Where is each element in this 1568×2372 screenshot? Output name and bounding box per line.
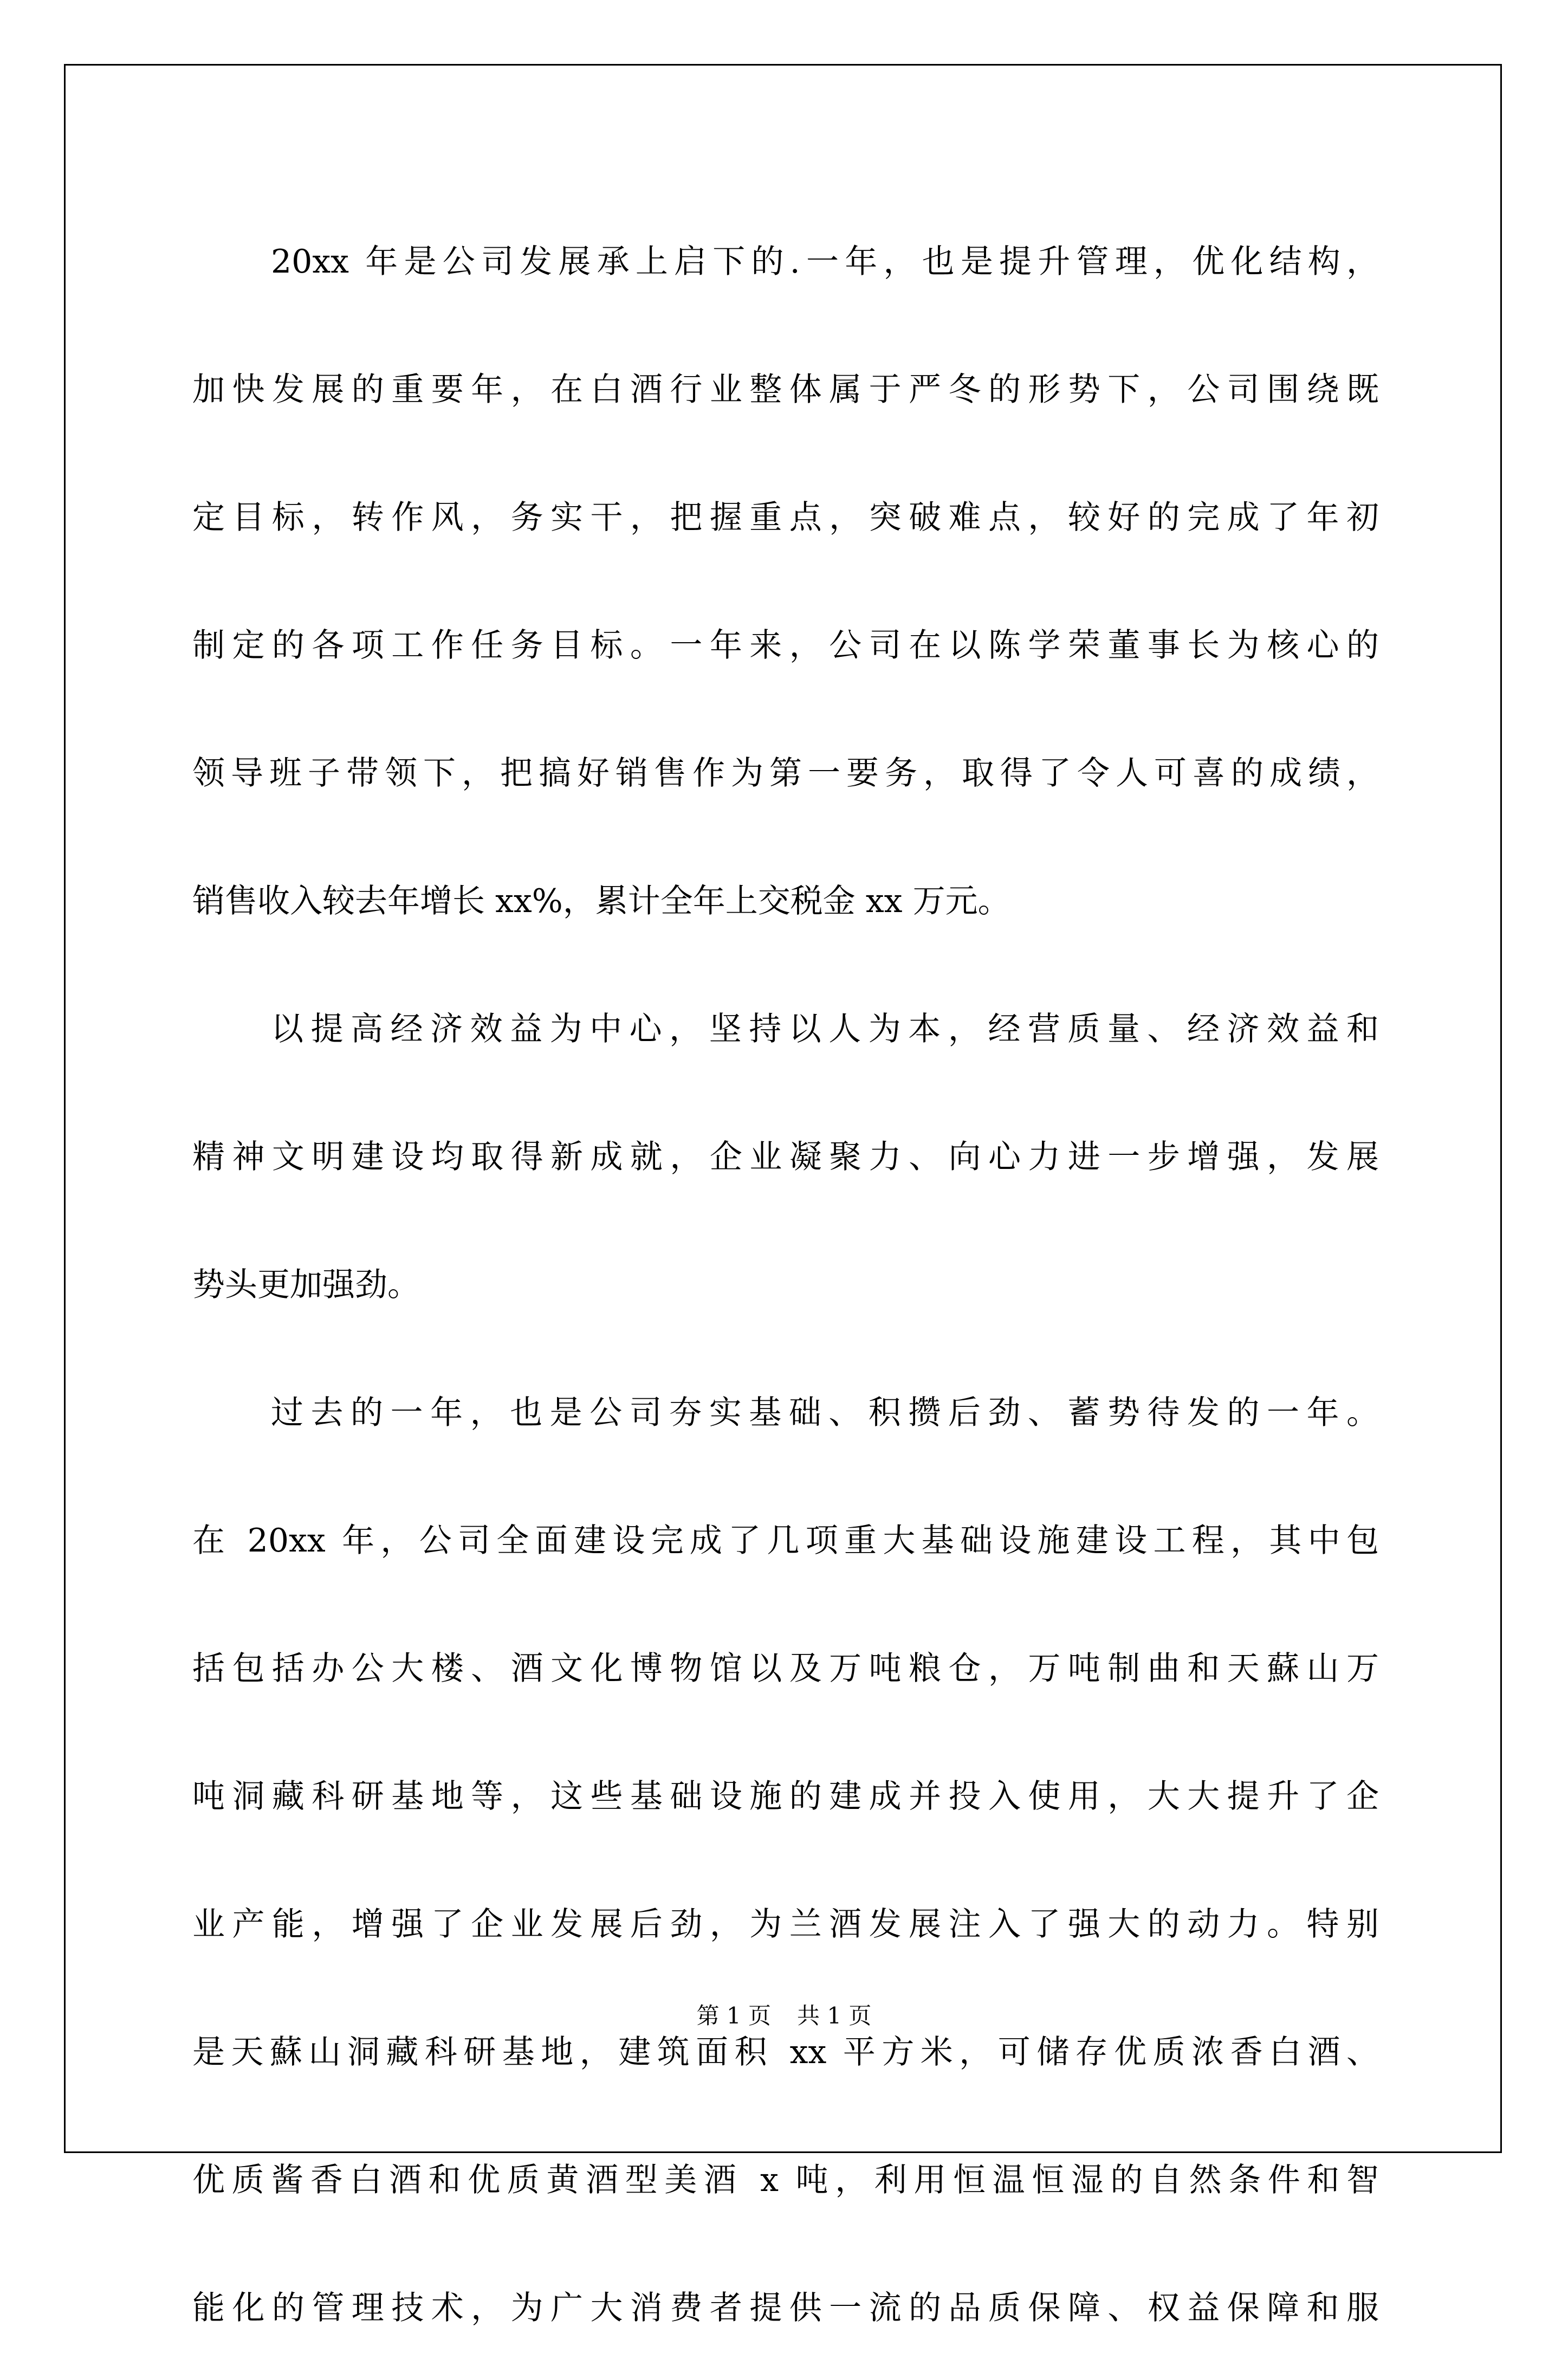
paragraph-2 — [192, 965, 1379, 1349]
text-line: 制定的各项工作任务目标。一年来，公司在以陈学荣董事长为核心的 — [192, 626, 1379, 664]
page-total: 共 1 页 — [797, 2002, 872, 2029]
paragraph-3 — [192, 1349, 1379, 2372]
text-line: 括包括办公大楼、酒文化博物馆以及万吨粮仓，万吨制曲和天蘇山万 — [192, 1650, 1379, 1688]
paragraph-1 — [192, 198, 1379, 965]
text-line: 领导班子带领下，把搞好销售作为第一要务，取得了令人可喜的成绩， — [192, 754, 1379, 792]
text-line: 定目标，转作风，务实干，把握重点，突破难点，较好的完成了年初 — [192, 499, 1379, 537]
text-line: 以提高经济效益为中心，坚持以人为本，经营质量、经济效益和 — [271, 1010, 1379, 1048]
text-line: 销售收入较去年增长 xx%，累计全年上交税金 xx 万元。 — [192, 882, 1010, 920]
text-line: 在 20xx 年，公司全面建设完成了几项重大基础设施建设工程，其中包 — [192, 1522, 1379, 1560]
text-line: 20xx 年是公司发展承上启下的.一年，也是提升管理，优化结构， — [271, 243, 1379, 281]
document-body — [192, 198, 1379, 2372]
text-line: 优质酱香白酒和优质黄酒型美酒 x 吨，利用恒温恒湿的自然条件和智 — [192, 2161, 1379, 2199]
text-line: 是天蘇山洞藏科研基地，建筑面积 xx 平方米，可储存优质浓香白酒、 — [192, 2033, 1379, 2071]
text-line: 势头更加强劲。 — [192, 1266, 420, 1304]
text-line: 能化的管理技术，为广大消费者提供一流的品质保障、权益保障和服 — [192, 2289, 1379, 2327]
text-line: 过去的一年，也是公司夯实基础、积攒后劲、蓄势待发的一年。 — [271, 1394, 1379, 1432]
text-line: 业产能，增强了企业发展后劲，为兰酒发展注入了强大的动力。特别 — [192, 1905, 1379, 1943]
text-line: 加快发展的重要年，在白酒行业整体属于严冬的形势下，公司围绕既 — [192, 371, 1379, 409]
text-line: 吨洞藏科研基地等，这些基础设施的建成并投入使用，大大提升了企 — [192, 1778, 1379, 1815]
page-number: 第 1 页 — [696, 2002, 771, 2029]
page-footer — [0, 2000, 1568, 2032]
text-line: 精神文明建设均取得新成就，企业凝聚力、向心力进一步增强，发展 — [192, 1138, 1379, 1176]
